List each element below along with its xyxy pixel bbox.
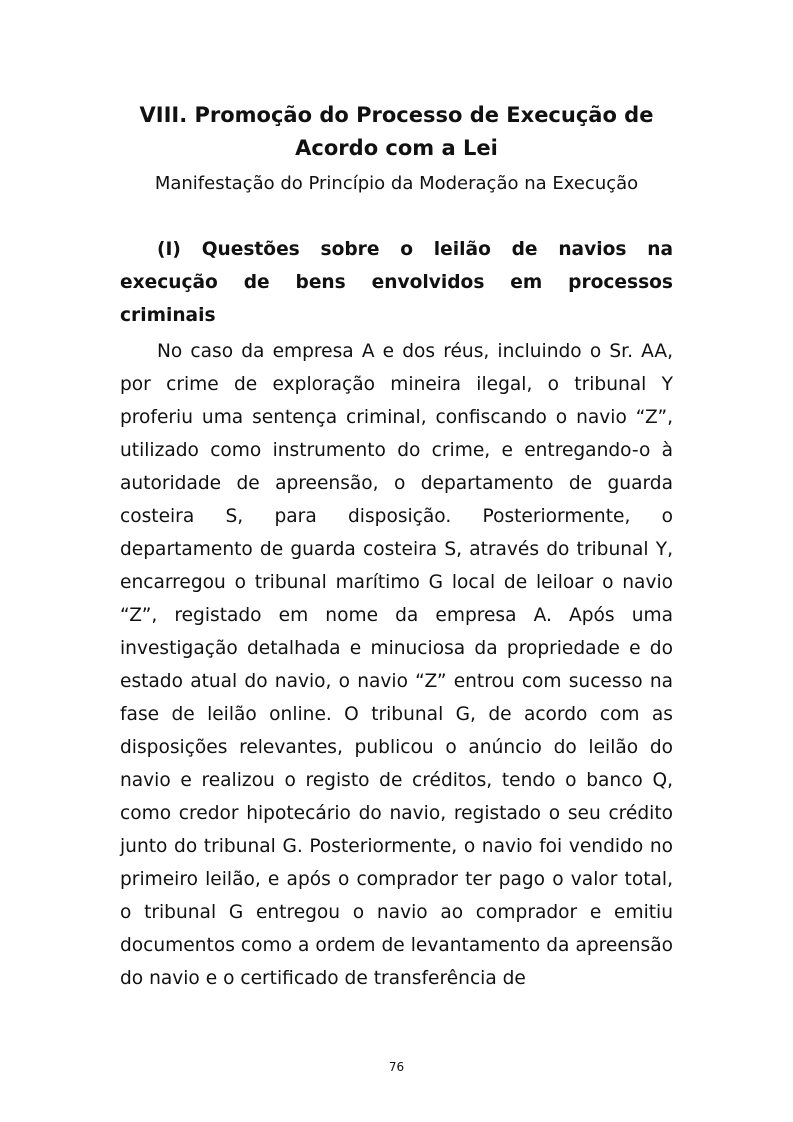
page-number: 76: [388, 1060, 405, 1074]
page-subtitle: Manifestação do Princípio da Moderação na Execução: [154, 173, 639, 194]
page-title: VIII. Promoção do Processo de Execução de Acordo com a Lei: [139, 103, 654, 160]
section-heading: (I) Questões sobre o leilão de navios na execução de bens envolvidos em processos criminais: [120, 239, 673, 326]
body-paragraph: No caso da empresa A e dos réus, incluindo o Sr. AA, por crime de exploração mineira ilegal, o tribunal Y proferiu uma sentença criminal, confiscando o navio “Z”, utilizado como instrumento do crime, e entregando-o à autoridade de apreensão, o departamento de guarda costeira S, para disposição. Posteriormente, o departamento de guarda costeira S, através do tribunal Y, encarregou o tribunal marítimo G local de leiloar o navio “Z”, registado em nome da empresa A. Após uma investigação detalhada e minuciosa da propriedade e do estado atual do navio, o navio “Z” entrou com sucesso na fase de leilão online. O tribunal G, de acordo com as disposições relevantes, publicou o anúncio do leilão do navio e realizou o registo de créditos, tendo o banco Q, como credor hipotecário do navio, registado o seu crédito junto do tribunal G. Posteriormente, o navio foi vendido no primeiro leilão, e após o comprador ter pago o valor total, o tribunal G entregou o navio ao comprador e emitiu documentos como a ordem de levantamento da apreensão do navio e o certificado de transferência de: [120, 341, 673, 989]
